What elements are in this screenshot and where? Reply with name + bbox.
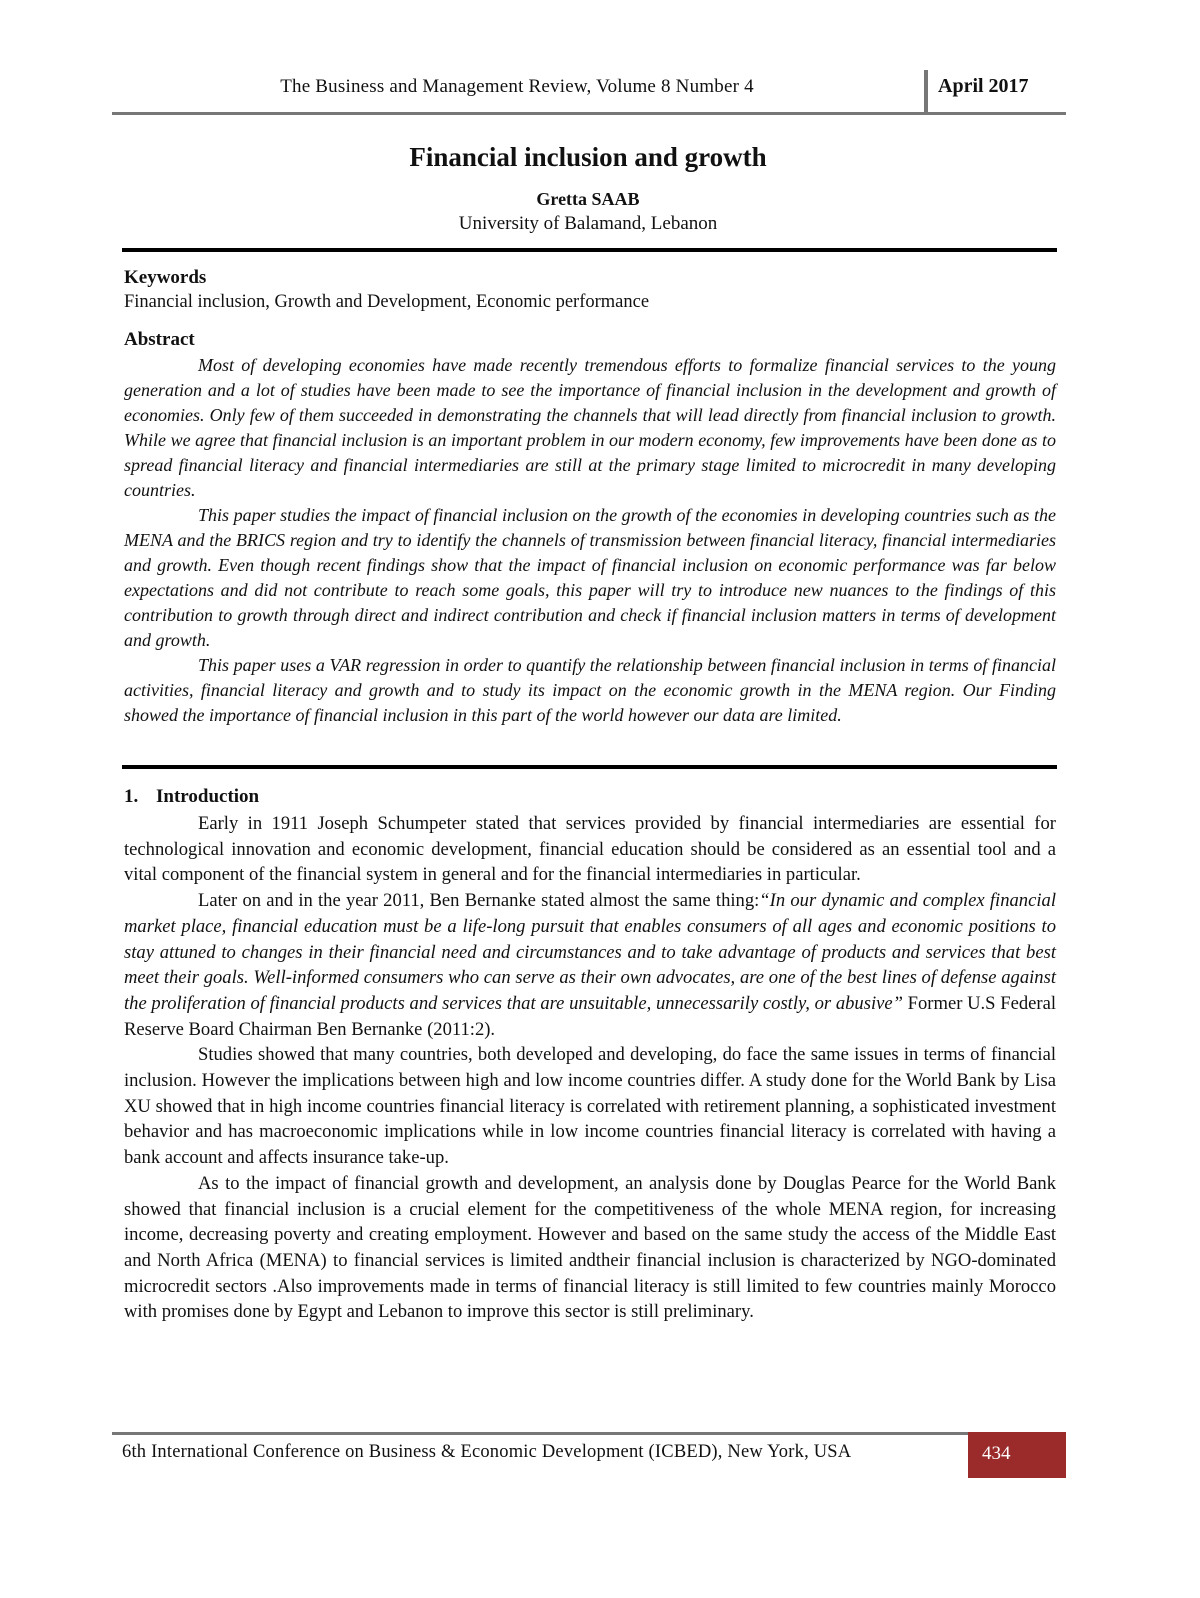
quote-attribution: Former U.S Federal Reserve Board Chairman Ben Bernanke (2011:2). xyxy=(124,992,1056,1040)
header-rule xyxy=(112,112,1066,115)
abstract-heading: Abstract xyxy=(124,329,195,350)
page-header xyxy=(112,70,1066,114)
section-number: 1. xyxy=(124,786,139,807)
issue-date: April 2017 xyxy=(938,75,1029,97)
paper-title: Financial inclusion and growth xyxy=(409,142,767,172)
footer-rule xyxy=(112,1432,1066,1435)
abstract-divider xyxy=(122,765,1057,769)
conference-name: 6th International Conference on Business & Economic Development (ICBED), New York, USA xyxy=(122,1442,852,1462)
abstract-body xyxy=(124,353,1056,728)
journal-title: The Business and Management Review, Volume 8 Number 4 xyxy=(280,76,754,97)
title-divider xyxy=(122,248,1057,252)
abstract-paragraph: Most of developing economies have made recently tremendous efforts to formalize financial services to the young generation and a lot of studies have been made to see the importance of financial inclusion in the development and growth of economies. Only few of them succeeded in demonstrating the channels that will lead directly from financial inclusion to growth. While we agree that financial inclusion is an important problem in our modern economy, few improvements have been done as to spread financial literacy and financial intermediaries are still at the primary stage limited to microcredit in many developing countries. xyxy=(124,355,1056,500)
keywords-text: Financial inclusion, Growth and Development, Economic performance xyxy=(124,292,650,312)
body-paragraph xyxy=(124,888,1056,1042)
keywords-heading: Keywords xyxy=(124,267,207,288)
page-number-box xyxy=(968,1432,1066,1478)
page-number: 434 xyxy=(982,1443,1011,1464)
section-title: Introduction xyxy=(156,786,260,807)
page-footer xyxy=(112,1432,1066,1480)
section-heading xyxy=(124,786,259,808)
bernanke-quote: “In our dynamic and complex financial market place, financial education must be a life-long pursuit that enables consumers of all ages and economic positions to stay attuned to changes in their financial need and circumstances and to take advantage of products and services that best meet their goals. Well-informed consumers who can serve as their own advocates, are one of the best lines of defense against the proliferation of financial products and services that are unsuitable, unnecessarily costly, or abusive” xyxy=(124,890,1056,1014)
abstract-paragraph: This paper uses a VAR regression in order to quantify the relationship between financial inclusion in terms of financial activities, financial literacy and growth and to study its impact on the economic growth in the MENA region. Our Finding showed the importance of financial inclusion in this part of the world however our data are limited. xyxy=(124,655,1056,725)
body-paragraph: Studies showed that many countries, both developed and developing, do face the same issues in terms of financial inclusion. However the implications between high and low income countries differ. A study done for the World Bank by Lisa XU showed that in high income countries financial literacy is correlated with retirement planning, a sophisticated investment behavior and has macroeconomic implications while in low income countries financial literacy is correlated with having a bank account and affects insurance take-up. xyxy=(124,1044,1056,1169)
author-affiliation: University of Balamand, Lebanon xyxy=(458,213,718,234)
author-name: Gretta SAAB xyxy=(536,189,640,209)
body-paragraph: Early in 1911 Joseph Schumpeter stated that services provided by financial intermediaries are essential for technological innovation and economic development, financial education should be considered as an essential tool and a vital component of the financial system in general and for the financial intermediaries in particular. xyxy=(124,813,1056,886)
abstract-paragraph: This paper studies the impact of financial inclusion on the growth of the economies in developing countries such as the MENA and the BRICS region and try to identify the channels of transmission between financial literacy, financial intermediaries and growth. Even though recent findings show that the impact of financial inclusion on economic performance was far below expectations and did not contribute to reach some goals, this paper will try to introduce new nuances to the findings of this contribution to growth through direct and indirect contribution and check if financial inclusion matters in terms of development and growth. xyxy=(124,505,1056,650)
body-paragraph: As to the impact of financial growth and development, an analysis done by Douglas Pearce for the World Bank showed that financial inclusion is a crucial element for the competitiveness of the whole MENA region, for increasing income, decreasing poverty and creating employment. However and based on the same study the access of the Middle East and North Africa (MENA) to financial services is limited andtheir financial inclusion is characterized by NGO-dominated microcredit sectors .Also improvements made in terms of financial literacy is still limited to few countries mainly Morocco with promises done by Egypt and Lebanon to improve this sector is still preliminary. xyxy=(124,1172,1056,1323)
introduction-body xyxy=(124,811,1056,1325)
quote-lead: Later on and in the year 2011, Ben Bernanke stated almost the same thing: xyxy=(198,890,760,912)
header-divider xyxy=(924,70,928,112)
